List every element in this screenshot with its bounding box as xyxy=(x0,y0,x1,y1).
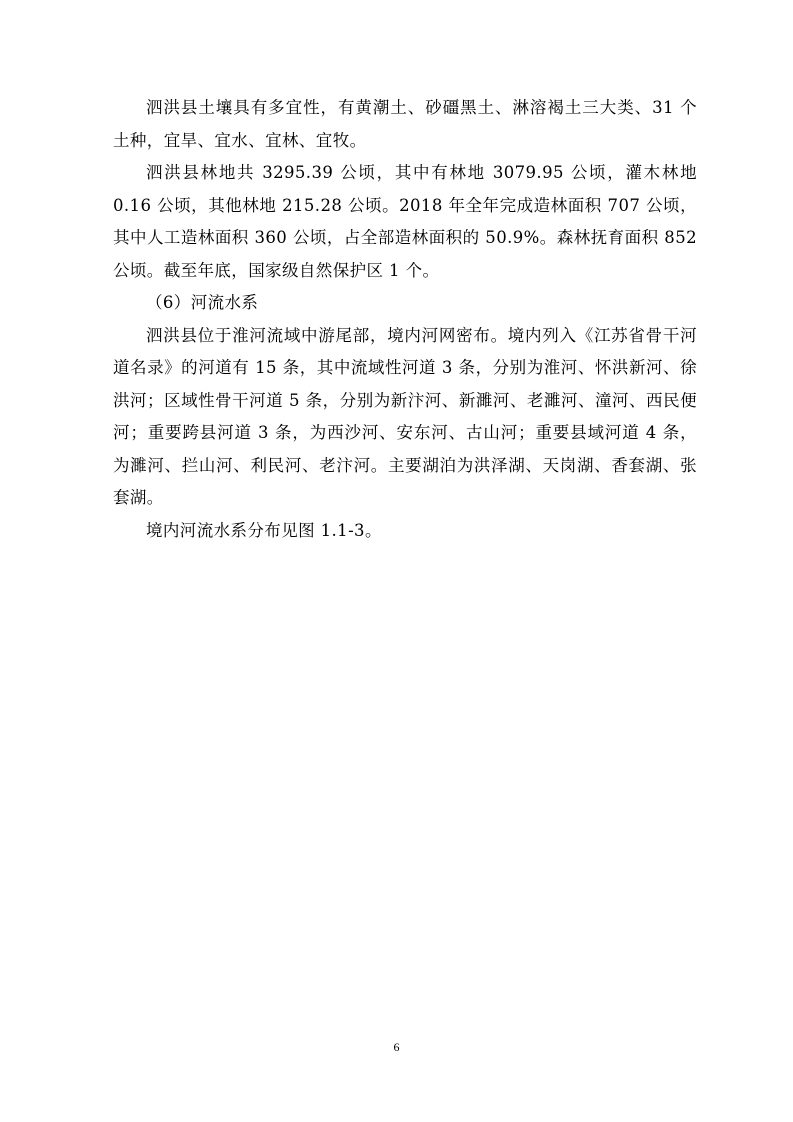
paragraph-soil: 泗洪县土壤具有多宜性，有黄潮土、砂礓黑土、淋溶褐土三大类、31 个土种，宜旱、宜水、宜林、宜牧。 xyxy=(113,98,697,150)
paragraph-rivers: 泗洪县位于淮河流域中游尾部，境内河网密布。境内列入《江苏省骨干河道名录》的河道有 15 条，其中流域性河道 3 条，分别为淮河、怀洪新河、徐洪河；区域性骨干河道 5 条，分别为新汴河、新濉河、老濉河、潼河、西民便河；重要跨县河道 3 条，为西沙河、安东河、古山河；重要县域河道 4 条，为濉河、拦山河、利民河、老汴河。主要湖泊为洪泽湖、天岗湖、香套湖、张套湖。 xyxy=(113,325,697,507)
body-text xyxy=(113,92,697,547)
page-number: 6 xyxy=(393,1040,400,1054)
paragraph-figure-reference: 境内河流水系分布见图 1.1-3。 xyxy=(146,520,382,540)
paragraph-forest: 泗洪县林地共 3295.39 公顷，其中有林地 3079.95 公顷，灌木林地 0.16 公顷，其他林地 215.28 公顷。2018 年全年完成造林面积 707 公顷，其中人工造林面积 360 公顷，占全部造林面积的 50.9%。森林抚育面积 852 公顷。截至年底，国家级自然保护区 1 个。 xyxy=(113,163,697,280)
section-heading-rivers: （6）河流水系 xyxy=(146,293,259,312)
